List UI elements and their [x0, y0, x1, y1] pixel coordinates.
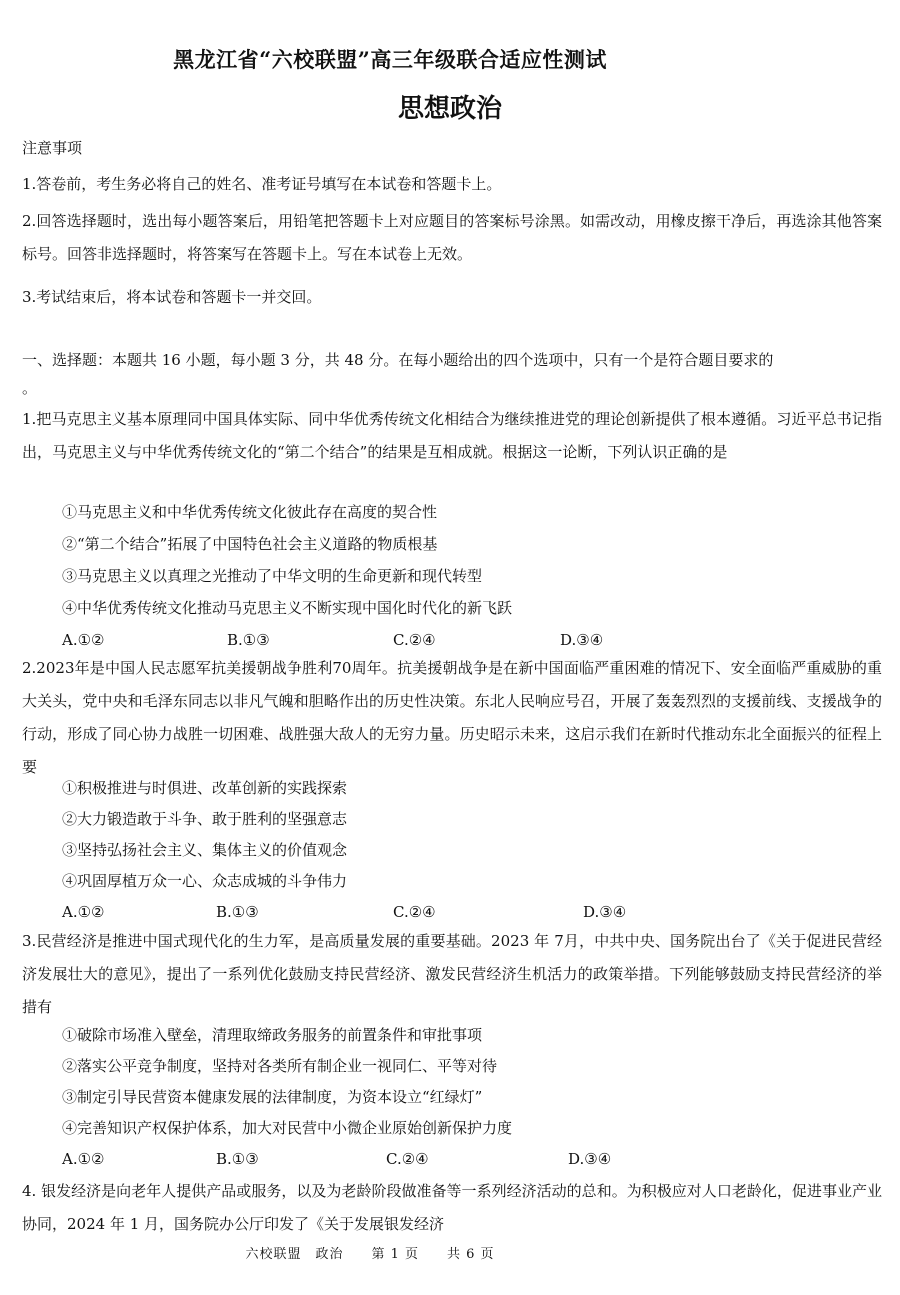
answer-choice: B.①③	[227, 631, 270, 649]
page-footer: 六校联盟 政治 第 1 页 共 6 页	[245, 1247, 495, 1262]
answer-choice: D.③④	[560, 631, 604, 649]
question-option: ①马克思主义和中华优秀传统文化彼此存在高度的契合性	[62, 503, 438, 521]
section-heading-tail: 。	[22, 379, 38, 397]
notice-item: 2.回答选择题时，选出每小题答案后，用铅笔把答题卡上对应题目的答案标号涂黑。如需改动，用橡皮擦干净后，再选涂其他答案标号。回答非选择题时，将答案写在答题卡上。写在本试卷上无效。	[22, 212, 882, 263]
subject-title: 思想政治	[397, 94, 502, 124]
question-option: ④巩固厚植万众一心、众志成城的斗争伟力	[62, 872, 348, 890]
answer-choice: B.①③	[216, 1150, 259, 1168]
question-option: ④中华优秀传统文化推动马克思主义不断实现中国化时代化的新飞跃	[62, 599, 513, 617]
answer-choice: A.①②	[62, 631, 105, 649]
answer-choice: C.②④	[393, 631, 436, 649]
question-option: ④完善知识产权保护体系，加大对民营中小微企业原始创新保护力度	[62, 1119, 513, 1137]
notice-item: 3.考试结束后，将本试卷和答题卡一并交回。	[22, 288, 322, 306]
question-option: ②“第二个结合”拓展了中国特色社会主义道路的物质根基	[62, 535, 438, 553]
answer-choice: A.①②	[62, 1150, 105, 1168]
question-stem: 2.2023年是中国人民志愿军抗美援朝战争胜利70周年。抗美援朝战争是在新中国面临严重困难的情况下、安全面临严重威胁的重大关头，党中央和毛泽东同志以非凡气魄和胆略作出的历史性决策。东北人民响应号召，开展了轰轰烈烈的支援前线、支援战争的行动，形成了同心协力战胜一切困难、战胜强大敌人的无穷力量。历史昭示未来，这启示我们在新时代推动东北全面振兴的征程上要	[22, 659, 882, 776]
question-option: ③坚持弘扬社会主义、集体主义的价值观念	[62, 841, 348, 859]
question-stem: 4. 银发经济是向老年人提供产品或服务，以及为老龄阶段做准备等一系列经济活动的总和。为积极应对人口老龄化，促进事业产业协同，2024 年 1 月，国务院办公厅印发了《关于发展银发经济	[22, 1182, 882, 1233]
question-option: ③马克思主义以真理之光推动了中华文明的生命更新和现代转型	[62, 567, 483, 585]
question-option: ①破除市场准入壁垒，清理取缔政务服务的前置条件和审批事项	[62, 1026, 483, 1044]
notice-item: 1.答卷前，考生务必将自己的姓名、准考证号填写在本试卷和答题卡上。	[22, 175, 502, 193]
notice-heading: 注意事项	[22, 139, 83, 157]
answer-choice: B.①③	[216, 903, 259, 921]
answer-choice: C.②④	[386, 1150, 429, 1168]
question-stem: 3.民营经济是推进中国式现代化的生力军，是高质量发展的重要基础。2023 年 7月，中共中央、国务院出台了《关于促进民营经济发展壮大的意见》，提出了一系列优化鼓励支持民营经济、激发民营经济生机活力的政策举措。下列能够鼓励支持民营经济的举措有	[22, 932, 882, 1016]
question-option: ③制定引导民营资本健康发展的法律制度，为资本设立“红绿灯”	[62, 1088, 483, 1106]
answer-choice: C.②④	[393, 903, 436, 921]
answer-choice: A.①②	[62, 903, 105, 921]
question-option: ②落实公平竞争制度，坚持对各类所有制企业一视同仁、平等对待	[62, 1057, 498, 1075]
question-option: ②大力锻造敢于斗争、敢于胜利的坚强意志	[62, 810, 348, 828]
answer-choice: D.③④	[583, 903, 627, 921]
answer-choice: D.③④	[568, 1150, 612, 1168]
question-stem: 1.把马克思主义基本原理同中国具体实际、同中华优秀传统文化相结合为继续推进党的理论创新提供了根本遵循。习近平总书记指出，马克思主义与中华优秀传统文化的“第二个结合”的结果是互相成就。根据这一论断，下列认识正确的是	[22, 410, 882, 461]
question-option: ①积极推进与时俱进、改革创新的实践探索	[62, 779, 348, 797]
page-title: 黑龙江省“六校联盟”高三年级联合适应性测试	[173, 47, 607, 72]
section-heading: 一、选择题：本题共 16 小题，每小题 3 分，共 48 分。在每小题给出的四个选项中，只有一个是符合题目要求的	[22, 351, 774, 369]
